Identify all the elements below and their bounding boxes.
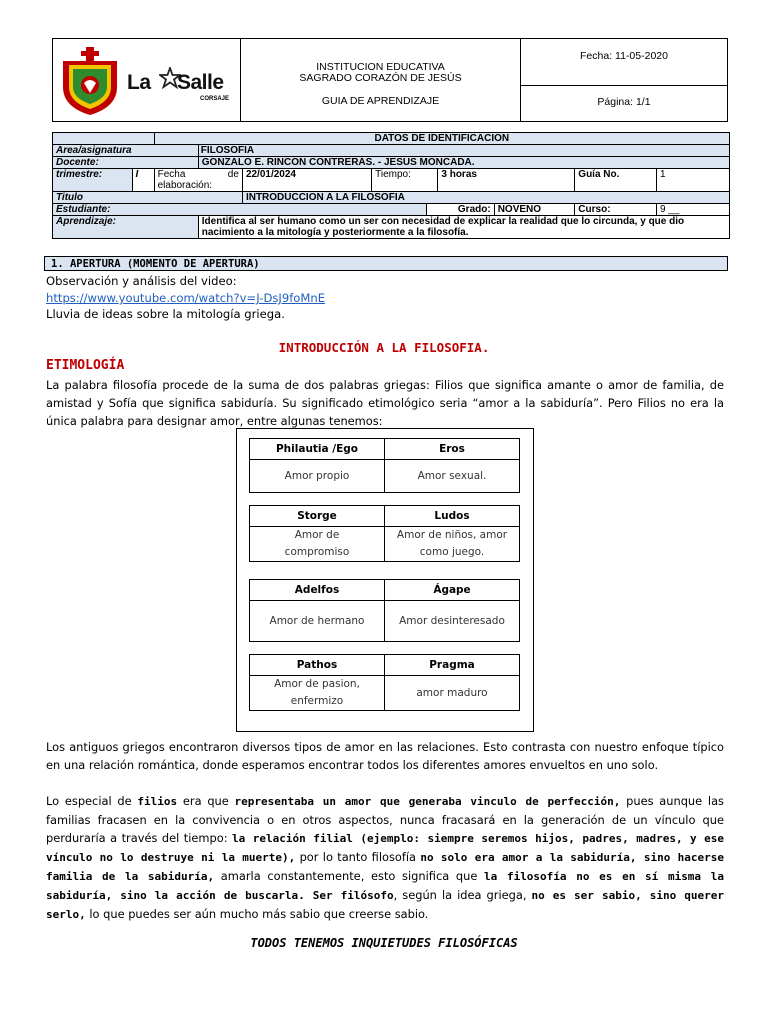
p3-bold: la relación filial (ejemplo: siempre seremos hijos, padres, madres, y ese vínculo no lo destruye ni la muerte),	[46, 832, 725, 864]
logo-area	[53, 39, 241, 121]
love-name: Pathos	[250, 655, 385, 676]
love-name: Pragma	[385, 655, 520, 676]
estudiante-label: Estudiante:	[53, 204, 427, 216]
p3-text: por lo tanto filosofía	[295, 850, 421, 864]
trimestre-value: I	[132, 169, 154, 192]
document-header	[52, 38, 728, 122]
titulo-value: INTRODUCCION A LA FILOSOFIA	[242, 192, 729, 204]
love-name: Adelfos	[250, 580, 385, 601]
love-desc: Amor propio	[250, 460, 385, 493]
identification-table	[52, 132, 730, 239]
p3-text: era que	[177, 794, 235, 808]
video-link[interactable]: https://www.youtube.com/watch?v=J-DsJ9foMnE	[46, 291, 326, 305]
grado-label: Grado:	[427, 204, 494, 216]
paragraph-3	[46, 792, 724, 924]
love-name: Eros	[385, 439, 520, 460]
love-desc: Amor de pasion, enfermizo	[250, 676, 385, 711]
guia-label: Guía No.	[575, 169, 657, 192]
pagina: Página: 1/1	[597, 96, 651, 108]
aprendizaje-label: Aprendizaje:	[53, 216, 199, 239]
area-label: Area/asignatura	[53, 145, 199, 157]
etimologia-paragraph: La palabra filosofía procede de la suma de dos palabras griegas: Filios que significa amante o amor de familia, de amistad y Sofía que significa sabiduría. Su significado etimológico seria “amor a la sabiduría”. Pero Filios no era la única palabra para designar amor, entre algunas tenemos:	[46, 378, 724, 428]
love-table-1	[249, 438, 520, 493]
paragraph-2: Los antiguos griegos encontraron diversos tipos de amor en las relaciones. Esto contrasta con nuestro enfoque típico en una relación romántica, donde esperamos encontrar todos los diferentes amores envueltos en uno solo.	[46, 740, 724, 772]
p3-text: , según la idea griega,	[393, 888, 532, 902]
fecha-elab-label: Fecha de elaboración:	[154, 169, 242, 192]
love-name: Philautia /Ego	[250, 439, 385, 460]
love-name: Storge	[250, 506, 385, 527]
p3-text: lo que puedes ser aún mucho más sabio que creerse sabio.	[85, 907, 429, 921]
apertura-line3: Lluvia de ideas sobre la mitología griega.	[46, 307, 285, 321]
love-desc: Amor de hermano	[250, 601, 385, 642]
fecha: Fecha: 11-05-2020	[580, 50, 668, 62]
love-desc: Amor de niños, amor como juego.	[385, 527, 520, 562]
area-value: FILOSOFIA	[198, 145, 729, 157]
main-title: INTRODUCCIÓN A LA FILOSOFIA.	[278, 340, 490, 355]
apertura-line1: Observación y análisis del video:	[46, 274, 237, 288]
docente-label: Docente:	[53, 157, 199, 169]
guia-value: 1	[657, 169, 730, 192]
love-desc: amor maduro	[385, 676, 520, 711]
love-name: Ludos	[385, 506, 520, 527]
p3-text: Lo especial de	[46, 794, 138, 808]
institution-line2: SAGRADO CORAZÓN DE JESÚS	[299, 72, 462, 84]
love-table-3	[249, 579, 520, 642]
aprendizaje-value: Identifica al ser humano como un ser con necesidad de explicar la realidad que lo circunda, y que dio nacimiento a la mitología y posteriormente a la filosofía.	[198, 216, 729, 239]
docente-value: GONZALO E. RINCON CONTRERAS. - JESUS MONCADA.	[198, 157, 729, 169]
grado-value: NOVENO	[494, 204, 575, 216]
meta-cell	[521, 39, 727, 121]
love-name: Ágape	[385, 580, 520, 601]
institution-cell	[241, 39, 521, 121]
love-desc: Amor sexual.	[385, 460, 520, 493]
guide-title: GUIA DE APRENDIZAJE	[321, 95, 440, 107]
love-desc: Amor desinteresado	[385, 601, 520, 642]
section-title-inquietudes: TODOS TENEMOS INQUIETUDES FILOSÓFICAS	[250, 936, 518, 950]
love-table-4	[249, 654, 520, 711]
apertura-section-header: 1. APERTURA (MOMENTO DE APERTURA)	[44, 256, 728, 271]
institution-line1: INSTITUCION EDUCATIVA	[316, 61, 445, 73]
love-desc: Amor de compromiso	[250, 527, 385, 562]
p3-bold: la filosofía no es en sí misma la sabiduría, sino la acción de buscarla. Ser filósofo	[46, 870, 724, 902]
p3-bold: no solo era amor a la sabiduría, sino hacerse familia de la sabiduría,	[46, 851, 724, 883]
p3-bold: no es ser sabio, sino querer serlo,	[46, 889, 724, 921]
tiempo-value: 3 horas	[438, 169, 575, 192]
p3-bold: filios	[137, 795, 178, 808]
lasalle-logo-text: La Salle	[127, 71, 224, 94]
p3-text: pues aunque las familias fracasen en la convivencia o en otros aspectos, nunca fracasará en la generación de un vínculo que perduraría a través del tiempo:	[46, 794, 724, 845]
p3-text: amarla constantemente, esto significa que	[214, 869, 485, 883]
tiempo-label: Tiempo:	[372, 169, 438, 192]
fecha-elab-value: 22/01/2024	[242, 169, 371, 192]
curso-label: Curso:	[575, 204, 657, 216]
school-crest-icon	[57, 47, 123, 117]
titulo-label: Titulo	[53, 192, 243, 204]
love-table-2	[249, 505, 520, 562]
p3-bold: representaba un amor que generaba vinculo de perfección,	[234, 795, 621, 808]
love-types-figure	[236, 428, 534, 732]
trimestre-label: trimestre:	[53, 169, 133, 192]
etimologia-title: ETIMOLOGÍA	[46, 358, 125, 373]
ident-title: DATOS DE IDENTIFICACION	[154, 133, 729, 145]
curso-value: 9 __	[657, 204, 730, 216]
logo-subtitle: CORSAJE	[200, 96, 230, 102]
